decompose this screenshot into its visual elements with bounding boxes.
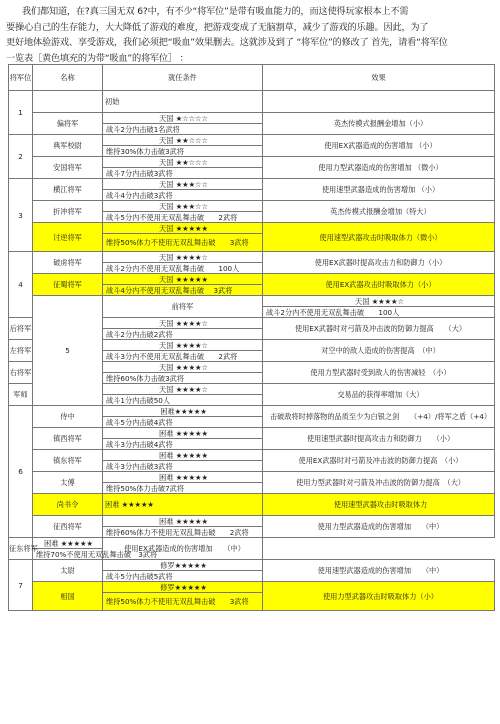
condition-line: 战斗4分内不使用无双乱舞击破 3武将 — [103, 285, 263, 296]
intro-line-3: 更好地体验游戏、享受游戏，我们必须把“吸血”效果删去。这就涉及到了 “将军位”的修改了 首先，请看“将军位 — [6, 37, 448, 48]
rank-name-cell: 安国将军 — [33, 157, 103, 179]
table-body — [9, 91, 495, 611]
condition-line: 战斗2分内不使用无双乱舞击破 100人 — [263, 307, 495, 318]
table-row — [9, 428, 495, 439]
table-row — [9, 582, 495, 593]
effect-cell: 使用EX武器时对弓箭及冲击波的防御力提高 （小） — [263, 450, 495, 472]
condition-line: 天国 ★★★★☆ — [103, 252, 263, 263]
condition-line: 天国 ★★★★★ — [103, 274, 263, 285]
rank-name-cell: 征西将军 — [33, 516, 103, 538]
rank-name-cell: 尚书令 — [33, 494, 103, 516]
condition-line: 困难 ★★★★★ — [103, 494, 263, 516]
effect-cell: 使用EX武器造成的伤害增加 （小） — [263, 135, 495, 157]
rank-name-cell: 讨逆将军 — [33, 223, 103, 252]
rank-name-cell: 太尉 — [33, 560, 103, 582]
condition-line: 天国 ★★★☆☆ — [103, 201, 263, 212]
effect-cell: 使用EX武器时对弓箭及冲击波的防御力提高 （大） — [263, 318, 495, 340]
condition-line: 维持50%体力不使用无双乱舞击破 3武将 — [103, 593, 263, 611]
condition-line: 困难 ★★★★★ — [33, 538, 103, 549]
condition-line: 困难★★★★★ — [103, 406, 263, 417]
condition-line: 天国 ★★★★☆ — [263, 296, 495, 307]
header-condition: 就任条件 — [103, 65, 263, 91]
condition-line: 天国 ★★★★☆ — [103, 384, 263, 395]
effect-cell: 使用力型武器时受到敌人的伤害减轻 （小） — [263, 362, 495, 384]
condition-line: 维持70%不使用无双乱舞击破 3武将 — [33, 549, 103, 560]
condition-line: 初始 — [103, 91, 263, 113]
rank-name-cell: 偏将军 — [33, 113, 103, 135]
table-row — [9, 252, 495, 263]
condition-line: 天国 ★★★☆☆ — [103, 179, 263, 190]
rank-level-cell: 3 — [9, 179, 33, 252]
condition-line: 维持60%体力不使用无双乱舞击破 2武将 — [103, 527, 263, 538]
rank-name-cell: 左将军 — [9, 340, 33, 362]
condition-line: 战斗5分内不使用无双乱舞击破 2武将 — [103, 212, 263, 223]
condition-line: 修罗★★★★★ — [103, 582, 263, 593]
table-row — [9, 538, 495, 549]
rank-level-cell: 1 — [9, 91, 33, 135]
condition-line: 天国 ★★☆☆☆ — [103, 135, 263, 146]
general-rank-table — [8, 64, 495, 611]
effect-cell: 使用速型武器时提高攻击力和防御力 （小） — [263, 428, 495, 450]
condition-line: 天国 ★★☆☆☆ — [103, 157, 263, 168]
table-row — [9, 223, 495, 234]
condition-line: 天国 ★★★★☆ — [103, 362, 263, 373]
condition-line: 战斗5分内击破5武将 — [103, 571, 263, 582]
table-row — [9, 179, 495, 190]
condition-line: 天国 ★☆☆☆☆ — [103, 113, 263, 124]
condition-line: 战斗2分内击破2武将 — [103, 329, 263, 340]
condition-line: 困难 ★★★★★ — [103, 516, 263, 527]
condition-line: 战斗3分内击破4武将 — [103, 439, 263, 450]
condition-line: 战斗4分内击破3武将 — [103, 190, 263, 201]
rank-name-cell: 太傅 — [33, 472, 103, 494]
table-row — [9, 560, 495, 571]
effect-cell: 对空中的敌人造成的伤害提高 （中） — [263, 340, 495, 362]
effect-cell: 使用力型武器时对弓箭及冲击波的防御力提高 （大） — [263, 472, 495, 494]
effect-cell: 使用力型武器攻击时吸取体力（小） — [263, 582, 495, 611]
rank-name-cell: 典军校尉 — [33, 135, 103, 157]
rank-name-cell: 折冲将军 — [33, 201, 103, 223]
table-row — [9, 472, 495, 483]
table-row — [9, 450, 495, 461]
table-row — [9, 516, 495, 527]
effect-cell: 英杰传模式报酬金增加（特大） — [263, 201, 495, 223]
rank-level-cell: 7 — [9, 560, 33, 611]
rank-name-cell: 后将军 — [9, 318, 33, 340]
rank-name-cell: 镇东将军 — [33, 450, 103, 472]
intro-line-2: 要操心自己的生存能力，大大降低了游戏的难度，把游戏变成了无脑割草，减少了游戏的乐趣。因此，为了 — [6, 21, 429, 33]
condition-line: 战斗3分内不使用无双乱舞击破 2武将 — [103, 351, 263, 362]
condition-line: 战斗3分内击破3武将 — [103, 461, 263, 472]
condition-line: 维持50%体力不使用无双乱舞击破 3武将 — [103, 234, 263, 252]
rank-name-cell: 右将军 — [9, 362, 33, 384]
header-effect: 效果 — [263, 65, 495, 91]
table-row — [9, 201, 495, 212]
effect-cell: 击破敌将时掉落物的品质至少为白银之剑 （+4）/将军之盾（+4） — [263, 406, 495, 428]
condition-line: 维持50%体力击破7武将 — [103, 483, 263, 494]
effect-cell: 使用速型武器攻击时吸取体力（微小） — [263, 223, 495, 252]
condition-line: 困难 ★★★★★ — [103, 450, 263, 461]
rank-level-cell: 2 — [9, 135, 33, 179]
effect-cell: 交易品的获得率增加（大） — [263, 384, 495, 406]
rank-name-cell: 破虏将军 — [33, 252, 103, 274]
intro-paragraph — [6, 4, 494, 66]
header-rank: 将军位 — [9, 65, 33, 91]
table-row — [9, 406, 495, 417]
table-row — [9, 113, 495, 124]
table-row — [9, 274, 495, 285]
condition-line: 战斗5分内击破4武将 — [103, 417, 263, 428]
effect-cell: 使用EX武器造成的伤害增加 （中） — [103, 538, 263, 560]
table-row — [9, 135, 495, 146]
intro-line-4: 一览表［黄色填充的为带“吸血”的将军位］ ： — [6, 52, 189, 64]
effect-cell: 英杰传模式报酬金增加（小） — [263, 113, 495, 135]
condition-line: 天国 ★★★★★ — [103, 223, 263, 234]
rank-name-cell — [33, 91, 103, 113]
effect-cell: 使用EX武器时提高攻击力和防御力（小） — [263, 252, 495, 274]
effect-cell: 使用EX武器攻击时吸取体力（小） — [263, 274, 495, 296]
condition-line: 修罗★★★★★ — [103, 560, 263, 571]
rank-name-cell: 横江将军 — [33, 179, 103, 201]
rank-level-cell: 4 — [9, 252, 33, 318]
condition-line: 维持60%体力击破3武将 — [103, 373, 263, 384]
condition-line: 困难 ★★★★★ — [103, 428, 263, 439]
effect-cell: 使用力型武器造成的伤害增加 （中） — [263, 516, 495, 538]
rank-level-cell: 5 — [33, 296, 103, 406]
condition-line: 天国 ★★★★☆ — [103, 318, 263, 329]
rank-name-cell: 军师 — [9, 384, 33, 406]
rank-name-cell: 侍中 — [33, 406, 103, 428]
effect-cell: 使用速型武器攻击时吸取体力 — [263, 494, 495, 516]
effect-cell: 使用速型武器造成的伤害增加 （中） — [263, 560, 495, 582]
condition-line: 困难 ★★★★★ — [103, 472, 263, 483]
condition-line: 战斗1分内击破50人 — [103, 395, 263, 406]
rank-name-cell: 相国 — [33, 582, 103, 611]
condition-line: 天国 ★★★★☆ — [103, 340, 263, 351]
condition-line: 战斗2分内不使用无双乱舞击破 100人 — [103, 263, 263, 274]
rank-name-cell: 征蜀将军 — [33, 274, 103, 296]
intro-line-1: 我们都知道，在?真三国无双 6?中，有不少“将军位”是带有吸血能力的，而这使得玩家根本上不需 — [22, 6, 409, 17]
rank-name-cell: 征东将军 — [9, 538, 33, 560]
header-name: 名称 — [33, 65, 103, 91]
rank-level-cell: 6 — [9, 406, 33, 538]
table-row — [9, 157, 495, 168]
condition-line: 维持30%体力击破3武将 — [103, 146, 263, 157]
rank-name-cell: 前将军 — [103, 296, 263, 318]
table-row — [9, 296, 495, 307]
effect-cell: 使用速型武器造成的伤害增加 （小） — [263, 179, 495, 201]
effect-cell — [263, 91, 495, 113]
effect-cell: 使用力型武器造成的伤害增加 （微小） — [263, 157, 495, 179]
rank-name-cell: 镇西将军 — [33, 428, 103, 450]
condition-line: 战斗7分内击破3武将 — [103, 168, 263, 179]
table-header-row — [9, 65, 495, 91]
condition-line: 战斗2分内击破1名武将 — [103, 124, 263, 135]
